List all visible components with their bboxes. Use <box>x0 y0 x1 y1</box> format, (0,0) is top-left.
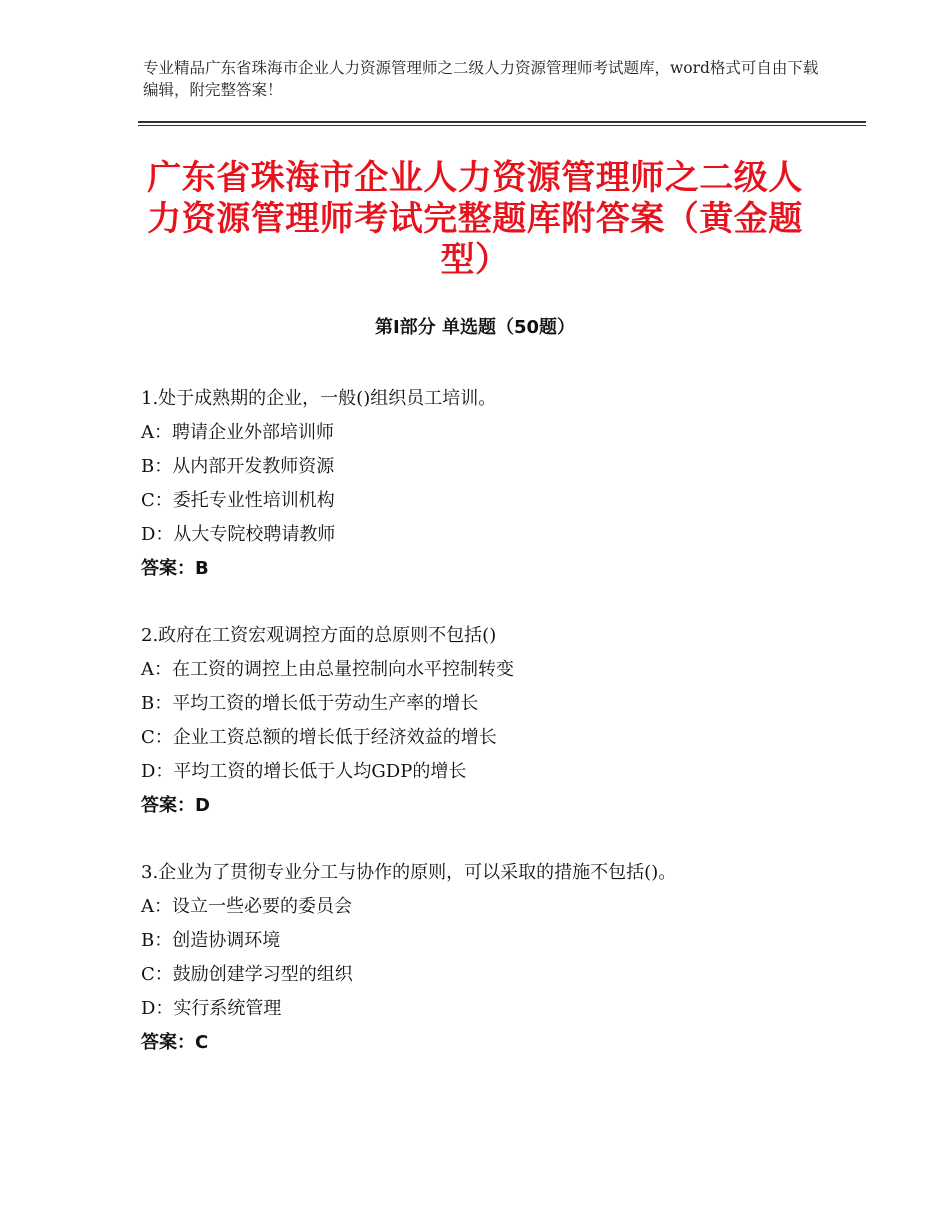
question-2 <box>141 619 861 823</box>
question-stem: 3.企业为了贯彻专业分工与协作的原则，可以采取的措施不包括()。 <box>141 862 677 883</box>
section-heading: 第Ⅰ部分 单选题（50题） <box>374 317 575 338</box>
option-d: D：实行系统管理 <box>141 998 282 1019</box>
option-a: A：设立一些必要的委员会 <box>141 896 352 917</box>
option-b: B：从内部开发教师资源 <box>141 456 335 477</box>
option-c: C：鼓励创建学习型的组织 <box>141 964 353 985</box>
option-a: A：聘请企业外部培训师 <box>141 422 334 443</box>
header-divider <box>138 121 866 126</box>
question-stem: 2.政府在工资宏观调控方面的总原则不包括() <box>141 625 497 646</box>
option-b: B：平均工资的增长低于劳动生产率的增长 <box>141 693 479 714</box>
question-3 <box>141 856 861 1060</box>
question-1 <box>141 382 861 586</box>
option-d: D：从大专院校聘请教师 <box>141 524 336 545</box>
option-d: D：平均工资的增长低于人均GDP的增长 <box>141 761 467 782</box>
header-note: 专业精品广东省珠海市企业人力资源管理师之二级人力资源管理师考试题库，word格式可自由下载编辑，附完整答案！ <box>143 59 819 99</box>
question-stem: 1.处于成熟期的企业，一般()组织员工培训。 <box>141 388 497 409</box>
answer: 答案：D <box>141 795 210 816</box>
answer: 答案：C <box>141 1032 209 1053</box>
answer: 答案：B <box>141 558 209 579</box>
option-b: B：创造协调环境 <box>141 930 281 951</box>
question-list <box>141 382 861 1093</box>
option-c: C：委托专业性培训机构 <box>141 490 335 511</box>
option-a: A：在工资的调控上由总量控制向水平控制转变 <box>141 659 514 680</box>
option-c: C：企业工资总额的增长低于经济效益的增长 <box>141 727 497 748</box>
document-title: 广东省珠海市企业人力资源管理师之二级人力资源管理师考试完整题库附答案（黄金题型） <box>147 158 803 280</box>
